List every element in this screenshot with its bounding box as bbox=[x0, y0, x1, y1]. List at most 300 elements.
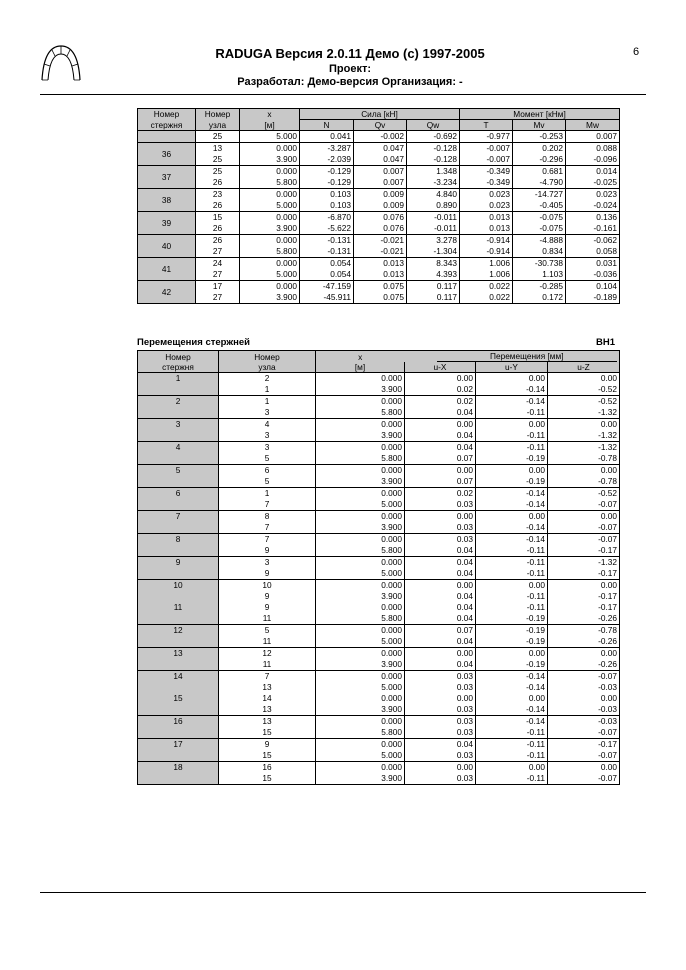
value-cell: -1.32 bbox=[548, 407, 620, 419]
rod-header-2-line2: стержня bbox=[138, 362, 219, 373]
table-row bbox=[138, 177, 620, 189]
value-cell: 0.076 bbox=[354, 223, 407, 235]
node-number: 26 bbox=[196, 200, 240, 212]
col-uy: u-Y bbox=[476, 362, 548, 373]
page-number: 6 bbox=[633, 46, 640, 58]
value-cell: 0.022 bbox=[460, 292, 513, 304]
rod-number: 37 bbox=[138, 166, 196, 189]
node-number: 3 bbox=[219, 442, 316, 454]
col-n: N bbox=[300, 120, 354, 131]
value-cell: 0.075 bbox=[354, 281, 407, 293]
value-cell: -0.17 bbox=[548, 591, 620, 602]
rod-number-line: 7 bbox=[175, 511, 181, 521]
value-cell: 3.900 bbox=[316, 384, 405, 396]
value-cell: 0.03 bbox=[405, 671, 476, 683]
value-cell: 0.834 bbox=[513, 246, 566, 258]
value-cell: 0.000 bbox=[316, 625, 405, 637]
value-cell: -30.738 bbox=[513, 258, 566, 270]
node-number: 1 bbox=[219, 488, 316, 500]
node-number: 5 bbox=[219, 453, 316, 465]
value-cell: 5.000 bbox=[240, 131, 300, 143]
value-cell: 3.900 bbox=[316, 659, 405, 671]
value-cell: 0.00 bbox=[476, 373, 548, 385]
value-cell: 0.076 bbox=[354, 212, 407, 224]
value-cell: -0.129 bbox=[300, 166, 354, 178]
document-title: RADUGA Версия 2.0.11 Демо (с) 1997-2005 bbox=[215, 46, 485, 61]
rod-number-line bbox=[140, 499, 216, 510]
table-row bbox=[138, 488, 620, 500]
value-cell: 5.800 bbox=[316, 453, 405, 465]
value-cell: 5.800 bbox=[316, 727, 405, 739]
value-cell: -0.19 bbox=[476, 453, 548, 465]
rod-number-line bbox=[140, 545, 216, 556]
table-row bbox=[138, 143, 620, 155]
value-cell: -0.19 bbox=[476, 476, 548, 488]
value-cell: 1.348 bbox=[407, 166, 460, 178]
value-cell: -0.021 bbox=[354, 235, 407, 247]
node-number: 27 bbox=[196, 269, 240, 281]
value-cell: 5.000 bbox=[316, 636, 405, 648]
rod-number bbox=[138, 580, 219, 625]
value-cell: 0.00 bbox=[405, 580, 476, 592]
node-number: 7 bbox=[219, 671, 316, 683]
rod-number-line bbox=[140, 476, 216, 487]
value-cell: -0.075 bbox=[513, 223, 566, 235]
node-header-2-line2: узла bbox=[219, 362, 316, 373]
value-cell: 0.000 bbox=[316, 419, 405, 431]
value-cell: -0.17 bbox=[548, 602, 620, 613]
node-number: 25 bbox=[196, 131, 240, 143]
value-cell: 3.900 bbox=[316, 476, 405, 488]
value-cell: 0.03 bbox=[405, 704, 476, 716]
value-cell: 3.900 bbox=[316, 704, 405, 716]
value-cell: -0.19 bbox=[476, 659, 548, 671]
value-cell: 0.03 bbox=[405, 716, 476, 728]
rod-number: 41 bbox=[138, 258, 196, 281]
rod-number bbox=[138, 419, 219, 442]
value-cell: 0.00 bbox=[405, 465, 476, 477]
col-qw: Qw bbox=[407, 120, 460, 131]
value-cell: 0.02 bbox=[405, 396, 476, 408]
value-cell: -5.622 bbox=[300, 223, 354, 235]
value-cell: 0.000 bbox=[316, 396, 405, 408]
node-number: 27 bbox=[196, 292, 240, 304]
value-cell: 0.03 bbox=[405, 682, 476, 693]
value-cell: 0.000 bbox=[316, 762, 405, 774]
value-cell: 0.07 bbox=[405, 453, 476, 465]
value-cell: -0.914 bbox=[460, 246, 513, 258]
value-cell: 5.000 bbox=[240, 200, 300, 212]
table-row bbox=[138, 625, 620, 637]
rod-number bbox=[138, 671, 219, 716]
value-cell: -0.14 bbox=[476, 534, 548, 546]
value-cell: 1.006 bbox=[460, 258, 513, 270]
value-cell: 0.000 bbox=[240, 281, 300, 293]
value-cell: 0.00 bbox=[548, 693, 620, 704]
rod-number-line bbox=[140, 384, 216, 395]
displacements-table bbox=[137, 350, 620, 785]
table-row bbox=[138, 246, 620, 258]
value-cell: 0.03 bbox=[405, 499, 476, 511]
value-cell: 0.000 bbox=[316, 557, 405, 569]
table-row bbox=[138, 154, 620, 166]
value-cell: -0.11 bbox=[476, 557, 548, 569]
value-cell: -0.52 bbox=[548, 488, 620, 500]
value-cell: -0.11 bbox=[476, 430, 548, 442]
table-row bbox=[138, 716, 620, 728]
value-cell: -0.19 bbox=[476, 625, 548, 637]
value-cell: 0.03 bbox=[405, 727, 476, 739]
project-label: Проект: bbox=[328, 63, 372, 75]
value-cell: 3.900 bbox=[240, 223, 300, 235]
rod-number: 42 bbox=[138, 281, 196, 304]
node-number: 3 bbox=[219, 430, 316, 442]
raduga-logo-icon bbox=[38, 42, 84, 82]
col-uz: u-Z bbox=[548, 362, 620, 373]
value-cell: 0.00 bbox=[405, 373, 476, 385]
value-cell: 0.04 bbox=[405, 591, 476, 602]
value-cell: 0.04 bbox=[405, 636, 476, 648]
rod-number-line: 11 bbox=[173, 602, 183, 612]
value-cell: -0.062 bbox=[566, 235, 620, 247]
displacements-title-text: Перемещения стержней bbox=[137, 337, 250, 348]
table-row bbox=[138, 511, 620, 523]
value-cell: 0.07 bbox=[405, 476, 476, 488]
rod-number: 36 bbox=[138, 143, 196, 166]
rod-number-line bbox=[140, 613, 216, 624]
force-header: Сила [кН] bbox=[300, 109, 460, 120]
value-cell: -0.11 bbox=[476, 602, 548, 613]
value-cell: 0.172 bbox=[513, 292, 566, 304]
value-cell: -0.11 bbox=[476, 727, 548, 739]
node-number: 25 bbox=[196, 166, 240, 178]
node-number: 25 bbox=[196, 154, 240, 166]
value-cell: 0.000 bbox=[316, 511, 405, 523]
rod-number-line bbox=[140, 682, 216, 693]
node-number: 24 bbox=[196, 258, 240, 270]
rod-number-line: 1 bbox=[175, 373, 181, 383]
table-row bbox=[138, 442, 620, 454]
value-cell: 0.00 bbox=[405, 511, 476, 523]
node-number: 13 bbox=[219, 682, 316, 693]
value-cell: -1.32 bbox=[548, 442, 620, 454]
x-header-2-line2: [м] bbox=[316, 362, 405, 373]
rod-number-line: 9 bbox=[175, 557, 181, 567]
value-cell: 0.136 bbox=[566, 212, 620, 224]
value-cell: 0.00 bbox=[476, 693, 548, 704]
value-cell: -0.007 bbox=[460, 143, 513, 155]
value-cell: 0.07 bbox=[405, 625, 476, 637]
value-cell: -0.129 bbox=[300, 177, 354, 189]
node-header-2: Номер bbox=[219, 351, 316, 363]
value-cell: -0.17 bbox=[548, 545, 620, 557]
table-row bbox=[138, 235, 620, 247]
value-cell: -0.14 bbox=[476, 488, 548, 500]
node-number: 15 bbox=[219, 750, 316, 762]
value-cell: 0.000 bbox=[316, 442, 405, 454]
value-cell: -0.17 bbox=[548, 739, 620, 751]
value-cell: -0.024 bbox=[566, 200, 620, 212]
rod-number-line bbox=[140, 407, 216, 418]
value-cell: 0.04 bbox=[405, 545, 476, 557]
value-cell: 0.014 bbox=[566, 166, 620, 178]
value-cell: -0.405 bbox=[513, 200, 566, 212]
value-cell: -0.07 bbox=[548, 671, 620, 683]
table-row bbox=[138, 292, 620, 304]
value-cell: -4.790 bbox=[513, 177, 566, 189]
table-row bbox=[138, 465, 620, 477]
rod-number bbox=[138, 648, 219, 671]
node-number: 3 bbox=[219, 557, 316, 569]
value-cell: 0.00 bbox=[405, 419, 476, 431]
value-cell: 0.023 bbox=[460, 200, 513, 212]
node-number: 16 bbox=[219, 762, 316, 774]
value-cell: 0.890 bbox=[407, 200, 460, 212]
value-cell: 0.000 bbox=[240, 235, 300, 247]
value-cell: -0.14 bbox=[476, 384, 548, 396]
value-cell: 0.000 bbox=[316, 671, 405, 683]
value-cell: 5.000 bbox=[316, 499, 405, 511]
value-cell: 0.000 bbox=[316, 693, 405, 704]
rod-number-line bbox=[140, 568, 216, 579]
value-cell: 0.02 bbox=[405, 384, 476, 396]
node-number: 26 bbox=[196, 235, 240, 247]
table-row bbox=[138, 131, 620, 143]
value-cell: 0.00 bbox=[548, 648, 620, 660]
node-number: 10 bbox=[219, 580, 316, 592]
node-number: 11 bbox=[219, 613, 316, 625]
table-row bbox=[138, 189, 620, 201]
value-cell: 0.054 bbox=[300, 258, 354, 270]
displacements-title bbox=[137, 337, 619, 348]
value-cell: 3.900 bbox=[240, 154, 300, 166]
value-cell: -0.14 bbox=[476, 704, 548, 716]
node-number: 14 bbox=[219, 693, 316, 704]
rod-number bbox=[138, 625, 219, 648]
rod-number-line bbox=[140, 727, 216, 738]
value-cell: 0.103 bbox=[300, 189, 354, 201]
node-number: 15 bbox=[196, 212, 240, 224]
value-cell: 5.800 bbox=[316, 613, 405, 625]
col-mw: Mw bbox=[566, 120, 620, 131]
value-cell: -0.11 bbox=[476, 739, 548, 751]
node-number: 27 bbox=[196, 246, 240, 258]
node-number: 12 bbox=[219, 648, 316, 660]
value-cell: -0.26 bbox=[548, 613, 620, 625]
rod-number bbox=[138, 373, 219, 396]
value-cell: 0.000 bbox=[316, 602, 405, 613]
rod-number: 38 bbox=[138, 189, 196, 212]
col-t: T bbox=[460, 120, 513, 131]
value-cell: 0.04 bbox=[405, 602, 476, 613]
rod-number bbox=[138, 511, 219, 534]
node-number: 13 bbox=[219, 716, 316, 728]
node-number: 4 bbox=[219, 419, 316, 431]
value-cell: -0.096 bbox=[566, 154, 620, 166]
x-header-2: x bbox=[316, 351, 405, 363]
node-number: 17 bbox=[196, 281, 240, 293]
value-cell: -0.021 bbox=[354, 246, 407, 258]
value-cell: -47.159 bbox=[300, 281, 354, 293]
value-cell: 0.02 bbox=[405, 488, 476, 500]
col-qv: Qv bbox=[354, 120, 407, 131]
value-cell: -0.07 bbox=[548, 499, 620, 511]
value-cell: 0.009 bbox=[354, 200, 407, 212]
rod-header: Номер bbox=[138, 109, 196, 120]
rod-number-line: 3 bbox=[175, 419, 181, 429]
col-ux: u-X bbox=[405, 362, 476, 373]
value-cell: -0.17 bbox=[548, 568, 620, 580]
value-cell: -0.07 bbox=[548, 750, 620, 762]
node-number: 9 bbox=[219, 591, 316, 602]
value-cell: -0.075 bbox=[513, 212, 566, 224]
value-cell: -0.977 bbox=[460, 131, 513, 143]
table-row bbox=[138, 200, 620, 212]
rod-number bbox=[138, 557, 219, 580]
node-number: 23 bbox=[196, 189, 240, 201]
value-cell: 5.800 bbox=[240, 177, 300, 189]
rod-number-line bbox=[140, 704, 216, 715]
value-cell: 4.840 bbox=[407, 189, 460, 201]
rod-number-line: 8 bbox=[175, 534, 181, 544]
table-row bbox=[138, 557, 620, 569]
rod-header-line2: стержня bbox=[138, 120, 196, 131]
rod-number-line: 6 bbox=[175, 488, 181, 498]
value-cell: 0.007 bbox=[354, 166, 407, 178]
value-cell: 0.013 bbox=[460, 223, 513, 235]
value-cell: 0.00 bbox=[476, 648, 548, 660]
rod-number-line bbox=[140, 453, 216, 464]
value-cell: -0.11 bbox=[476, 591, 548, 602]
value-cell: -1.32 bbox=[548, 557, 620, 569]
node-number: 5 bbox=[219, 625, 316, 637]
value-cell: -0.002 bbox=[354, 131, 407, 143]
value-cell: 1.006 bbox=[460, 269, 513, 281]
author-label: Разработал: Демо-версия Организация: - bbox=[237, 76, 463, 88]
value-cell: -0.11 bbox=[476, 773, 548, 785]
value-cell: -0.253 bbox=[513, 131, 566, 143]
value-cell: 0.009 bbox=[354, 189, 407, 201]
node-number: 13 bbox=[219, 704, 316, 716]
rod-number: 40 bbox=[138, 235, 196, 258]
rod-number-line: 17 bbox=[173, 739, 183, 749]
value-cell: -3.287 bbox=[300, 143, 354, 155]
value-cell: 0.00 bbox=[476, 580, 548, 592]
rod-number bbox=[138, 488, 219, 511]
rod-number bbox=[138, 465, 219, 488]
value-cell: 0.023 bbox=[460, 189, 513, 201]
value-cell: -4.888 bbox=[513, 235, 566, 247]
value-cell: -0.025 bbox=[566, 177, 620, 189]
value-cell: -45.911 bbox=[300, 292, 354, 304]
value-cell: 0.088 bbox=[566, 143, 620, 155]
node-number: 13 bbox=[196, 143, 240, 155]
node-number: 11 bbox=[219, 636, 316, 648]
value-cell: 0.00 bbox=[548, 465, 620, 477]
table-row bbox=[138, 258, 620, 270]
value-cell: -0.11 bbox=[476, 750, 548, 762]
value-cell: 0.023 bbox=[566, 189, 620, 201]
value-cell: 3.900 bbox=[316, 522, 405, 534]
rod-number-line bbox=[140, 522, 216, 533]
rod-number bbox=[138, 396, 219, 419]
value-cell: 0.031 bbox=[566, 258, 620, 270]
value-cell: 3.900 bbox=[240, 292, 300, 304]
value-cell: 5.800 bbox=[316, 545, 405, 557]
table-row bbox=[138, 166, 620, 178]
value-cell: -0.14 bbox=[476, 671, 548, 683]
value-cell: -3.234 bbox=[407, 177, 460, 189]
value-cell: 0.000 bbox=[316, 534, 405, 546]
value-cell: 0.075 bbox=[354, 292, 407, 304]
value-cell: 0.103 bbox=[300, 200, 354, 212]
node-number: 26 bbox=[196, 177, 240, 189]
value-cell: 0.03 bbox=[405, 773, 476, 785]
table-row bbox=[138, 534, 620, 546]
rod-number-line bbox=[140, 591, 216, 602]
value-cell: 0.047 bbox=[354, 143, 407, 155]
value-cell: -0.78 bbox=[548, 476, 620, 488]
rod-number bbox=[138, 442, 219, 465]
value-cell: -0.14 bbox=[476, 499, 548, 511]
value-cell: -0.007 bbox=[460, 154, 513, 166]
value-cell: -0.128 bbox=[407, 154, 460, 166]
node-number: 6 bbox=[219, 465, 316, 477]
rod-number-line: 5 bbox=[175, 465, 181, 475]
value-cell: -0.52 bbox=[548, 384, 620, 396]
rod-number-line bbox=[140, 750, 216, 761]
value-cell: -0.011 bbox=[407, 212, 460, 224]
rod-number: 39 bbox=[138, 212, 196, 235]
value-cell: 0.000 bbox=[316, 716, 405, 728]
rod-number-line: 10 bbox=[173, 580, 183, 590]
node-number: 9 bbox=[219, 568, 316, 580]
value-cell: -0.11 bbox=[476, 568, 548, 580]
node-number: 2 bbox=[219, 373, 316, 385]
table-row bbox=[138, 281, 620, 293]
value-cell: 0.013 bbox=[460, 212, 513, 224]
rod-number-line: 15 bbox=[173, 693, 183, 703]
value-cell: 0.041 bbox=[300, 131, 354, 143]
rod-number bbox=[138, 739, 219, 762]
rod-number-line: 18 bbox=[173, 762, 183, 772]
value-cell: -0.14 bbox=[476, 396, 548, 408]
load-case-label: ВН1 bbox=[595, 337, 615, 348]
node-number: 1 bbox=[219, 396, 316, 408]
node-number: 15 bbox=[219, 727, 316, 739]
table-row bbox=[138, 269, 620, 281]
value-cell: 0.000 bbox=[316, 373, 405, 385]
x-header-line2: [м] bbox=[240, 120, 300, 131]
value-cell: 0.000 bbox=[316, 648, 405, 660]
value-cell: -0.78 bbox=[548, 453, 620, 465]
disp-header: Перемещения [мм] bbox=[405, 351, 620, 363]
value-cell: 0.04 bbox=[405, 613, 476, 625]
value-cell: 8.343 bbox=[407, 258, 460, 270]
value-cell: -0.036 bbox=[566, 269, 620, 281]
rod-number-line: 14 bbox=[173, 671, 183, 681]
value-cell: -0.189 bbox=[566, 292, 620, 304]
value-cell: -0.349 bbox=[460, 166, 513, 178]
table-row bbox=[138, 396, 620, 408]
rod-number-line: 13 bbox=[173, 648, 183, 658]
value-cell: 0.013 bbox=[354, 269, 407, 281]
rod-number bbox=[138, 534, 219, 557]
value-cell: 0.000 bbox=[316, 580, 405, 592]
rod-number bbox=[138, 762, 219, 785]
value-cell: 0.000 bbox=[316, 488, 405, 500]
value-cell: 0.000 bbox=[240, 166, 300, 178]
